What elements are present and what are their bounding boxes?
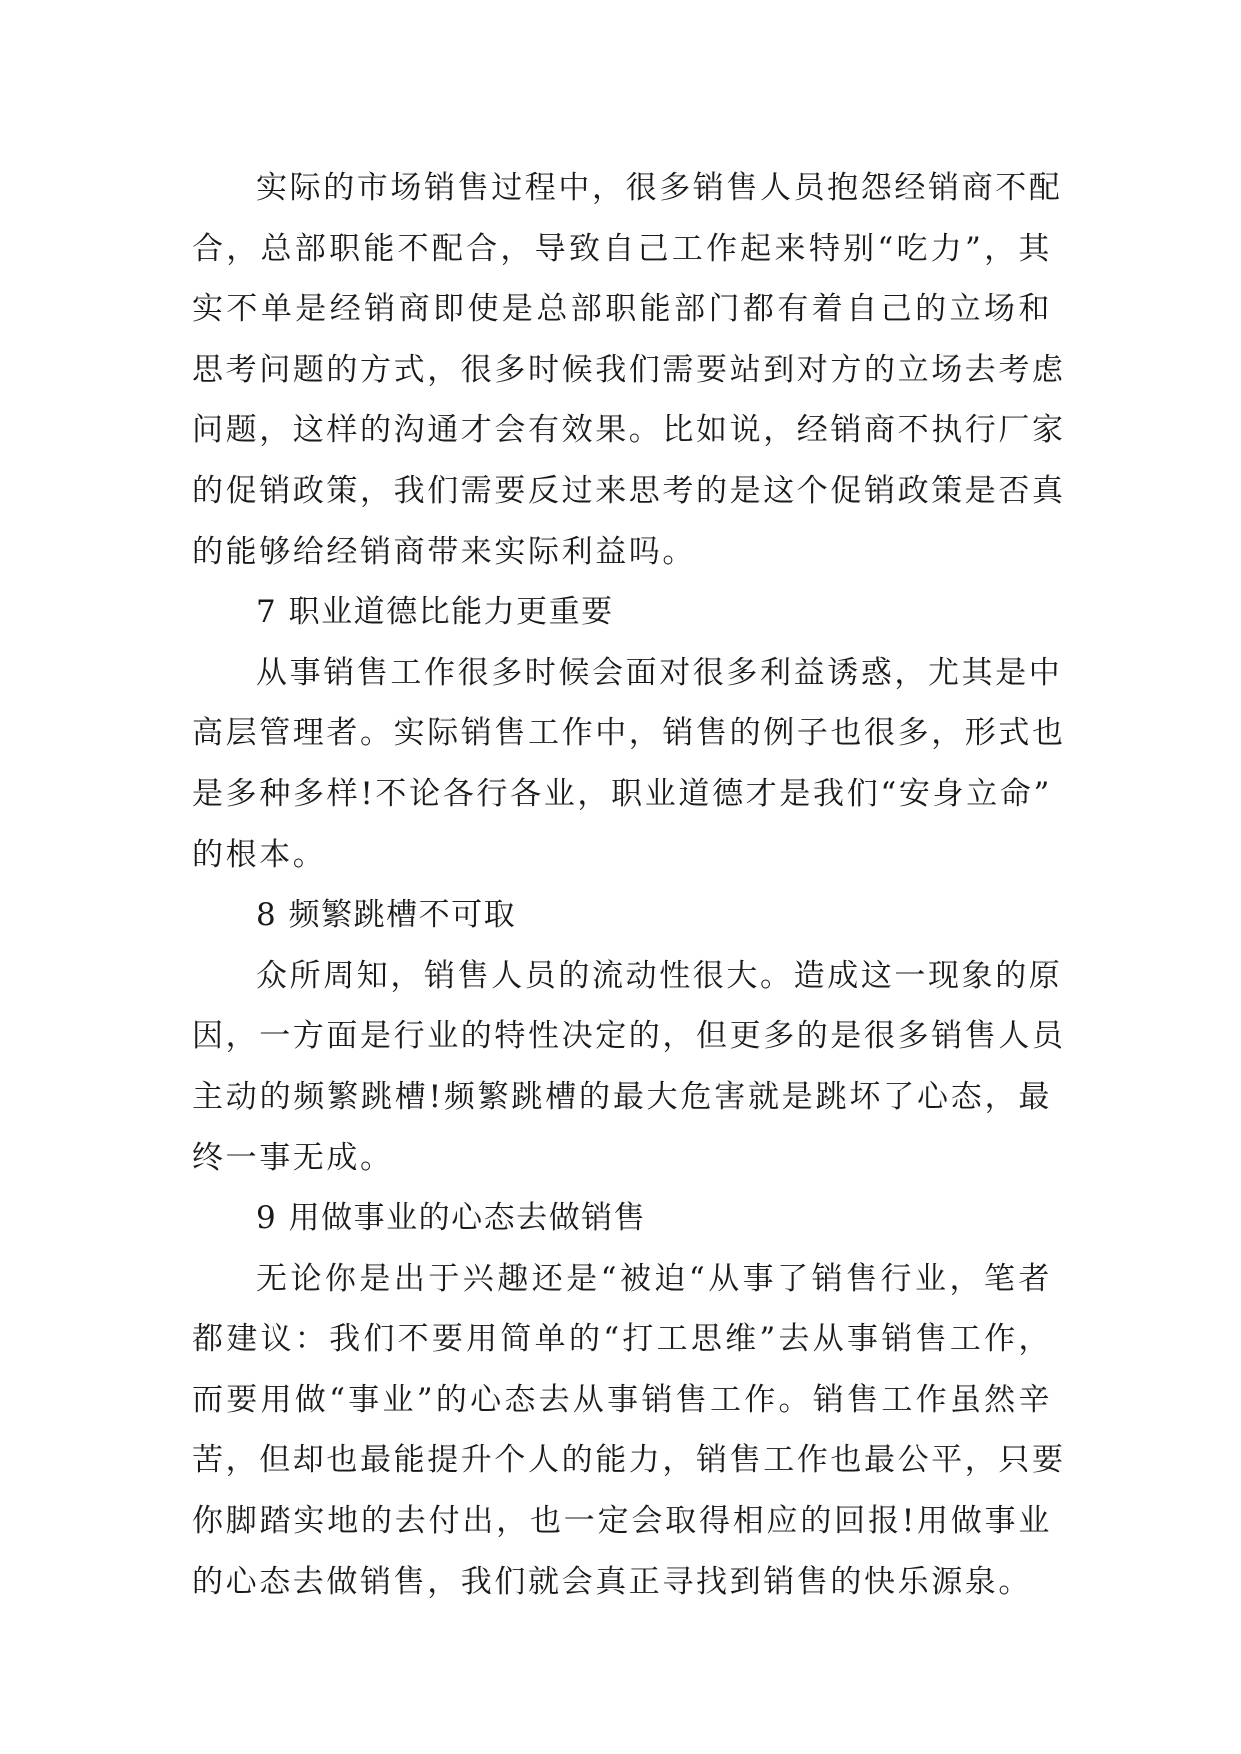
- paragraph-line: 问题，这样的沟通才会有效果。比如说，经销商不执行厂家: [192, 412, 1066, 449]
- document-body: [192, 158, 1066, 1612]
- paragraph-line: 主动的频繁跳槽!频繁跳槽的最大危害就是跳坏了心态，最: [192, 1078, 1052, 1115]
- section-heading: 7 职业道德比能力更重要: [256, 594, 614, 631]
- paragraph-line: 都建议：我们不要用简单的“打工思维”去从事销售工作，: [192, 1321, 1052, 1358]
- paragraph-line: 实不单是经销商即使是总部职能部门都有着自己的立场和: [192, 291, 1052, 328]
- paragraph-line: 你脚踏实地的去付出，也一定会取得相应的回报!用做事业: [192, 1503, 1052, 1540]
- paragraph-line: 因，一方面是行业的特性决定的，但更多的是很多销售人员: [192, 1018, 1066, 1055]
- paragraph-line: 终一事无成。: [192, 1139, 394, 1176]
- paragraph-line: 从事销售工作很多时候会面对很多利益诱惑，尤其是中: [256, 654, 1063, 691]
- paragraph-line: 思考问题的方式，很多时候我们需要站到对方的立场去考虑: [192, 351, 1066, 388]
- paragraph-line: 众所周知，销售人员的流动性很大。造成这一现象的原: [256, 957, 1063, 994]
- paragraph-line: 是多种多样!不论各行各业，职业道德才是我们“安身立命”: [192, 775, 1052, 812]
- paragraph-line: 高层管理者。实际销售工作中，销售的例子也很多，形式也: [192, 715, 1066, 752]
- paragraph-line: 的促销政策，我们需要反过来思考的是这个促销政策是否真: [192, 472, 1066, 509]
- paragraph-line: 无论你是出于兴趣还是“被迫“从事了销售行业，笔者: [256, 1260, 1052, 1297]
- section-heading: 8 频繁跳槽不可取: [256, 897, 517, 934]
- section-heading: 9 用做事业的心态去做销售: [256, 1200, 647, 1237]
- paragraph-line: 苦，但却也最能提升个人的能力，销售工作也最公平，只要: [192, 1442, 1066, 1479]
- paragraph-line: 的心态去做销售，我们就会真正寻找到销售的快乐源泉。: [192, 1563, 1032, 1600]
- paragraph-line: 的能够给经销商带来实际利益吗。: [192, 533, 696, 570]
- paragraph-line: 实际的市场销售过程中，很多销售人员抱怨经销商不配: [256, 170, 1063, 206]
- paragraph-line: 而要用做“事业”的心态去从事销售工作。销售工作虽然辛: [192, 1381, 1052, 1418]
- paragraph-line: 的根本。: [192, 836, 327, 873]
- paragraph-line: 合，总部职能不配合，导致自己工作起来特别“吃力”，其: [192, 230, 1052, 267]
